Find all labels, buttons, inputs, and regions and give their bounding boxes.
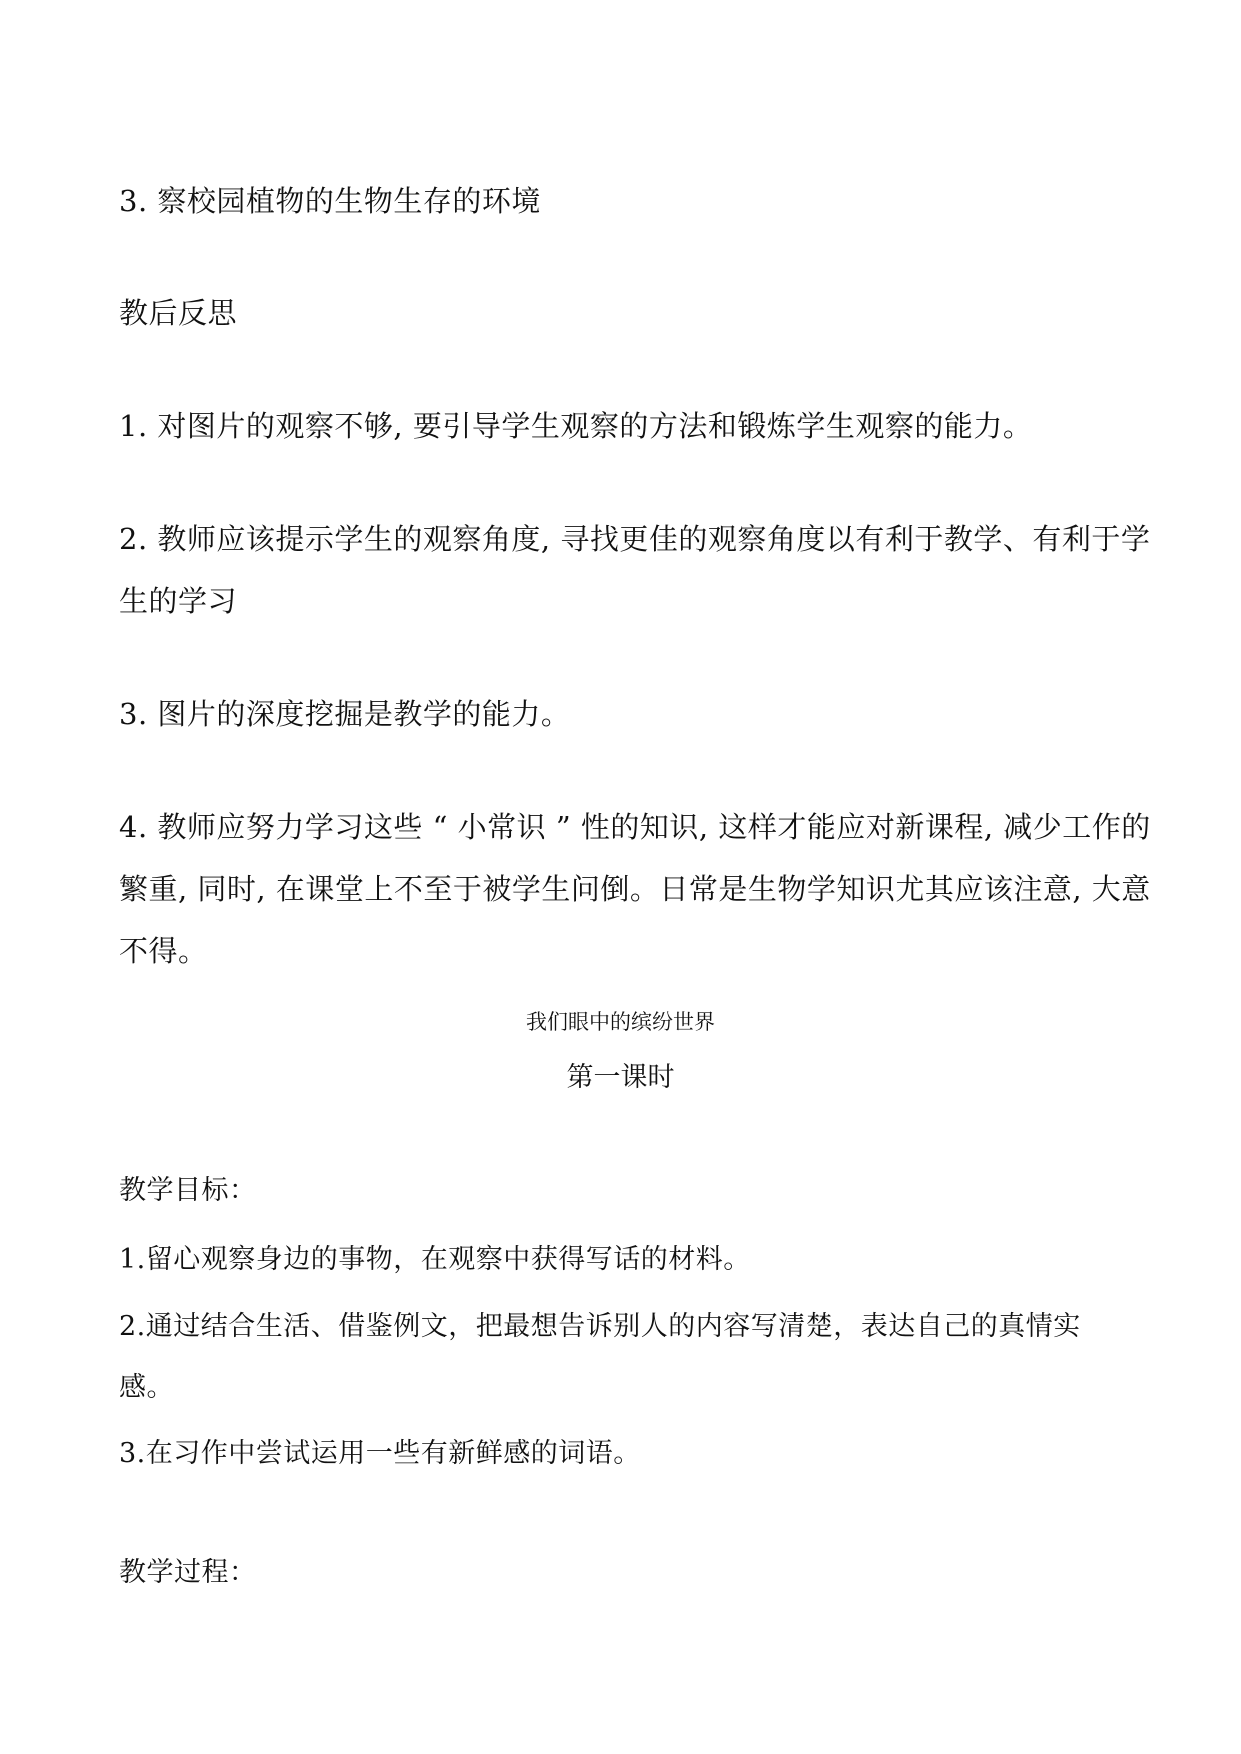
reflection-point-2-line-1: 2. 教师应该提示学生的观察角度, 寻找更佳的观察角度以有利于教学、有利于学 bbox=[119, 522, 1151, 556]
process-heading: 教学过程： bbox=[119, 1557, 257, 1588]
objective-2-line-1: 2.通过结合生活、借鉴例文，把最想告诉别人的内容写清楚，表达自己的真情实 bbox=[119, 1311, 1081, 1342]
reflection-heading: 教后反思 bbox=[119, 296, 238, 330]
reflection-point-4-line-2: 繁重, 同时, 在课堂上不至于被学生问倒。日常是生物学知识尤其应该注意, 大意 bbox=[119, 872, 1151, 906]
reflection-point-3: 3. 图片的深度挖掘是教学的能力。 bbox=[119, 697, 571, 731]
observation-item-3: 3. 察校园植物的生物生存的环境 bbox=[119, 184, 541, 218]
reflection-point-1: 1. 对图片的观察不够, 要引导学生观察的方法和锻炼学生观察的能力。 bbox=[119, 409, 1033, 443]
objectives-heading: 教学目标： bbox=[119, 1175, 257, 1206]
reflection-point-4-line-1: 4. 教师应努力学习这些 “ 小常识 ” 性的知识, 这样才能应对新课程, 减少工作的 bbox=[119, 810, 1151, 844]
objective-2-line-2: 感。 bbox=[119, 1372, 174, 1403]
reflection-point-4-line-3: 不得。 bbox=[119, 934, 208, 968]
lesson-title: 我们眼中的缤纷世界 bbox=[526, 1010, 715, 1034]
lesson-subtitle: 第一课时 bbox=[566, 1062, 675, 1093]
reflection-point-2-line-2: 生的学习 bbox=[119, 584, 238, 618]
objective-1: 1.留心观察身边的事物，在观察中获得写话的材料。 bbox=[119, 1244, 751, 1275]
objective-3: 3.在习作中尝试运用一些有新鲜感的词语。 bbox=[119, 1438, 641, 1469]
